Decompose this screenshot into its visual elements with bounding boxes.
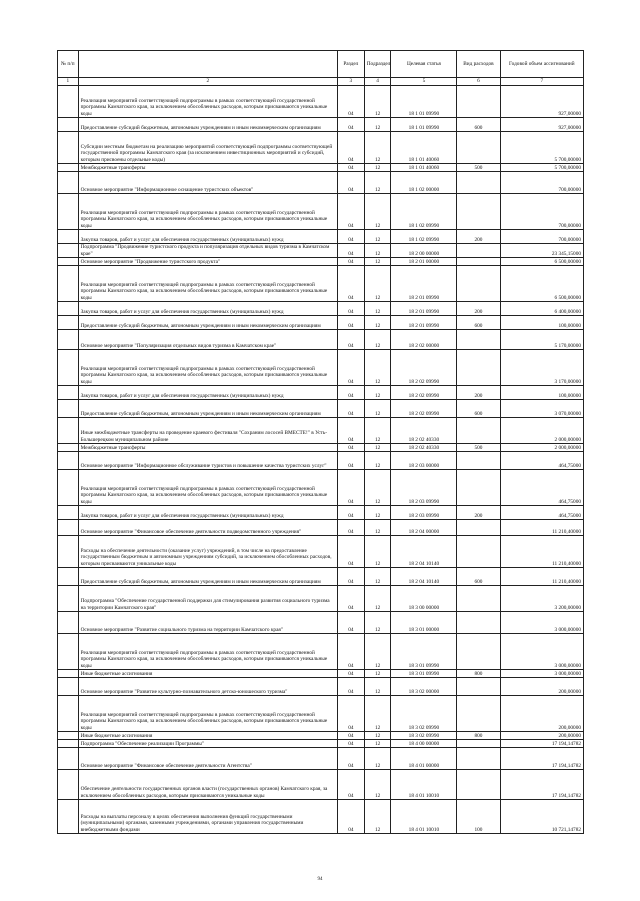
cell-subsection: 12 [364,194,391,230]
cell-amount: 5 700,00000 [500,132,583,164]
cell-target-article: 18 2 04 10140 [391,568,457,586]
table-row [58,506,584,520]
cell-target-article: 18 2 04 10140 [391,536,457,568]
column-number: 3 [337,78,364,86]
cell-target-article: 18 2 02 09990 [391,386,457,400]
cell-name: Основное мероприятие "Популяризация отдельных видов туризма в Камчатском крае" [78,330,337,350]
table-row [58,678,584,696]
cell-amount: 5 170,00000 [500,330,583,350]
cell-subsection: 12 [364,172,391,194]
cell-number [58,132,79,164]
cell-expense-type [457,132,500,164]
cell-number [58,634,79,670]
cell-subsection: 12 [364,740,391,748]
cell-number [58,696,79,732]
cell-subsection: 12 [364,696,391,732]
cell-target-article: 18 3 01 09990 [391,670,457,678]
table-row [58,800,584,834]
cell-section: 04 [337,800,364,834]
cell-expense-type: 100 [457,800,500,834]
table-row [58,350,584,386]
cell-section: 04 [337,520,364,536]
cell-subsection: 12 [364,748,391,770]
cell-subsection: 12 [364,770,391,800]
table-row [58,612,584,634]
cell-target-article: 18 4 01 10010 [391,800,457,834]
cell-expense-type [457,244,500,258]
cell-section: 04 [337,330,364,350]
cell-number [58,302,79,316]
cell-name: Межбюджетные трансферты [78,164,337,172]
cell-section: 04 [337,400,364,418]
cell-name: Межбюджетные трансферты [78,444,337,452]
cell-amount: 700,00000 [500,230,583,244]
cell-section: 04 [337,316,364,330]
cell-target-article: 18 2 03 09990 [391,506,457,520]
cell-subsection: 12 [364,86,391,118]
cell-target-article: 18 1 01 40060 [391,164,457,172]
cell-expense-type: 200 [457,230,500,244]
cell-amount: 200,00000 [500,678,583,696]
cell-expense-type [457,172,500,194]
table-row [58,132,584,164]
cell-section: 04 [337,586,364,612]
cell-section: 04 [337,568,364,586]
cell-subsection: 12 [364,244,391,258]
cell-name: Основное мероприятие "Развитие культурно-познавательного детско-юношеского туризма" [78,678,337,696]
cell-expense-type [457,696,500,732]
cell-subsection: 12 [364,118,391,132]
cell-name: Закупка товаров, работ и услуг для обеспечения государственных (муниципальных) нужд [78,230,337,244]
cell-subsection: 12 [364,536,391,568]
cell-name: Подпрограмма "Обеспечение реализации Программы" [78,740,337,748]
cell-target-article: 18 1 02 00000 [391,172,457,194]
table-row [58,400,584,418]
cell-expense-type: 500 [457,444,500,452]
cell-number [58,740,79,748]
cell-section: 04 [337,194,364,230]
cell-section: 04 [337,506,364,520]
cell-amount: 3 000,00000 [500,634,583,670]
cell-subsection: 12 [364,568,391,586]
cell-expense-type [457,418,500,444]
cell-target-article: 18 2 01 09990 [391,302,457,316]
table-row [58,748,584,770]
cell-target-article: 18 3 02 09990 [391,732,457,740]
cell-name: Подпрограмма "Продвижение туристского продукта и популяризация отдельных видов туризма в Камчатском крае" [78,244,337,258]
table-row [58,670,584,678]
cell-section: 04 [337,452,364,470]
cell-expense-type: 200 [457,386,500,400]
cell-number [58,444,79,452]
cell-expense-type [457,194,500,230]
cell-section: 04 [337,164,364,172]
cell-target-article: 18 1 02 09990 [391,230,457,244]
cell-section: 04 [337,748,364,770]
table-row [58,244,584,258]
cell-section: 04 [337,418,364,444]
cell-subsection: 12 [364,612,391,634]
cell-amount: 100,00000 [500,386,583,400]
cell-number [58,118,79,132]
cell-subsection: 12 [364,678,391,696]
cell-number [58,452,79,470]
cell-amount: 2 000,00000 [500,444,583,452]
cell-expense-type [457,330,500,350]
cell-amount: 3 170,00000 [500,350,583,386]
cell-name: Основное мероприятие "Финансовое обеспечение деятельности подведомственного учреждения" [78,520,337,536]
cell-subsection: 12 [364,586,391,612]
cell-amount: 927,00000 [500,118,583,132]
cell-subsection: 12 [364,444,391,452]
column-number: 1 [58,78,79,86]
cell-expense-type [457,740,500,748]
cell-amount: 23 345,15000 [500,244,583,258]
cell-amount: 700,00000 [500,172,583,194]
cell-name: Закупка товаров, работ и услуг для обеспечения государственных (муниципальных) нужд [78,302,337,316]
cell-name: Иные бюджетные ассигнования [78,670,337,678]
cell-section: 04 [337,266,364,302]
cell-expense-type [457,350,500,386]
table-row [58,740,584,748]
cell-amount: 3 000,00000 [500,670,583,678]
table-row [58,770,584,800]
cell-amount: 11 210,40000 [500,568,583,586]
cell-number [58,316,79,330]
cell-number [58,330,79,350]
cell-target-article: 18 2 02 09990 [391,350,457,386]
cell-subsection: 12 [364,258,391,266]
cell-subsection: 12 [364,330,391,350]
cell-name: Расходы на выплаты персоналу в целях обеспечения выполнения функций государственными (муниципальными) органами, казенными учреждениями, органами управления государственными внебюджетными фондами [78,800,337,834]
cell-name: Основное мероприятие "Информационное обслуживание туристов и повышение качества туристских услуг" [78,452,337,470]
table-row [58,230,584,244]
table-row [58,732,584,740]
cell-name: Основное мероприятие "Продвижение туристского продукта" [78,258,337,266]
cell-expense-type [457,258,500,266]
cell-target-article: 18 2 03 09990 [391,470,457,506]
cell-amount: 6 500,00000 [500,258,583,266]
cell-number [58,266,79,302]
cell-number [58,770,79,800]
header-name [78,51,337,78]
cell-name: Предоставление субсидий бюджетным, автономным учреждениям и иным некоммерческим организациям [78,118,337,132]
column-number-row [58,78,584,86]
cell-number [58,230,79,244]
cell-number [58,470,79,506]
cell-subsection: 12 [364,470,391,506]
cell-number [58,748,79,770]
page-number: 94 [317,877,323,882]
table-row [58,172,584,194]
header-target-article: Целевая статья [391,51,457,78]
cell-amount: 700,00000 [500,194,583,230]
cell-number [58,350,79,386]
table-row [58,118,584,132]
cell-name: Реализация мероприятий соответствующей подпрограммы в рамках соответствующей государственной программы Камчатского края, за исключением обособленных расходов, которым присваиваются уникальные коды [78,634,337,670]
cell-number [58,568,79,586]
cell-expense-type [457,748,500,770]
cell-expense-type: 600 [457,568,500,586]
table-row [58,634,584,670]
cell-subsection: 12 [364,418,391,444]
cell-name: Расходы на обеспечение деятельности (оказание услуг) учреждений, в том числе на предоставление государственным бюджетным и автономным учреждениям субсидий, за исключением обособленных расходов, которым присваиваются уникальные коды [78,536,337,568]
cell-expense-type [457,634,500,670]
cell-name: Реализация мероприятий соответствующей подпрограммы в рамках соответствующей государственной программы Камчатского края, за исключением обособленных расходов, которым присваиваются уникальные коды [78,470,337,506]
cell-amount: 17 194,14782 [500,770,583,800]
cell-amount: 3 000,00000 [500,612,583,634]
cell-amount: 464,75000 [500,452,583,470]
cell-section: 04 [337,244,364,258]
cell-number [58,86,79,118]
cell-target-article: 18 3 01 00000 [391,612,457,634]
table-row [58,568,584,586]
cell-amount: 5 700,00000 [500,164,583,172]
cell-section: 04 [337,86,364,118]
cell-expense-type: 200 [457,302,500,316]
cell-target-article: 18 3 02 09990 [391,696,457,732]
header-section: Раздел [337,51,364,78]
cell-section: 04 [337,230,364,244]
cell-section: 04 [337,258,364,266]
cell-subsection: 12 [364,634,391,670]
table-row [58,696,584,732]
table-row [58,316,584,330]
cell-subsection: 12 [364,800,391,834]
cell-expense-type [457,452,500,470]
cell-section: 04 [337,696,364,732]
column-number: 6 [457,78,500,86]
cell-target-article: 18 3 01 09990 [391,634,457,670]
cell-amount: 200,00000 [500,732,583,740]
table-row [58,302,584,316]
cell-expense-type: 500 [457,164,500,172]
cell-target-article: 18 1 01 09990 [391,118,457,132]
cell-target-article: 18 4 01 00000 [391,748,457,770]
cell-subsection: 12 [364,506,391,520]
header-number: № п/п [58,51,79,78]
cell-number [58,418,79,444]
cell-number [58,172,79,194]
cell-section: 04 [337,118,364,132]
cell-target-article: 18 2 02 40330 [391,444,457,452]
cell-amount: 464,75000 [500,470,583,506]
cell-expense-type [457,536,500,568]
cell-number [58,732,79,740]
cell-section: 04 [337,302,364,316]
cell-number [58,520,79,536]
cell-name: Предоставление субсидий бюджетным, автономным учреждениям и иным некоммерческим организациям [78,316,337,330]
column-number: 5 [391,78,457,86]
cell-expense-type [457,266,500,302]
table-body [58,86,584,834]
cell-name: Подпрограмма "Обеспечение государственной поддержки для стимулирования развития социального туризма на территории Камчатского края" [78,586,337,612]
cell-section: 04 [337,172,364,194]
cell-expense-type: 200 [457,506,500,520]
table-row [58,586,584,612]
cell-expense-type [457,520,500,536]
table-row [58,418,584,444]
cell-amount: 17 194,14782 [500,748,583,770]
cell-expense-type [457,470,500,506]
cell-section: 04 [337,386,364,400]
table-row [58,444,584,452]
cell-subsection: 12 [364,302,391,316]
cell-amount: 3 070,00000 [500,400,583,418]
cell-amount: 11 210,40000 [500,520,583,536]
table-row [58,86,584,118]
table-row [58,386,584,400]
cell-expense-type: 600 [457,316,500,330]
cell-amount: 2 000,00000 [500,418,583,444]
table-row [58,536,584,568]
cell-name: Реализация мероприятий соответствующей подпрограммы в рамках соответствующей государственной программы Камчатского края, за исключением обособленных расходов, которым присваиваются уникальные коды [78,86,337,118]
cell-section: 04 [337,678,364,696]
cell-name: Основное мероприятие "Информационное оснащение туристских объектов" [78,172,337,194]
header-expense-type: Вид расходов [457,51,500,78]
cell-subsection: 12 [364,400,391,418]
cell-number [58,386,79,400]
cell-expense-type [457,770,500,800]
cell-target-article: 18 2 04 00000 [391,520,457,536]
cell-target-article: 18 2 00 00000 [391,244,457,258]
cell-target-article: 18 1 01 40060 [391,132,457,164]
cell-target-article: 18 2 01 09990 [391,266,457,302]
cell-target-article: 18 2 02 09990 [391,400,457,418]
cell-amount: 927,00000 [500,86,583,118]
table-row [58,330,584,350]
cell-section: 04 [337,132,364,164]
cell-subsection: 12 [364,266,391,302]
table-header-row [58,51,584,78]
cell-subsection: 12 [364,520,391,536]
cell-expense-type: 800 [457,670,500,678]
cell-target-article: 18 2 01 09990 [391,316,457,330]
cell-expense-type: 800 [457,732,500,740]
cell-subsection: 12 [364,452,391,470]
cell-number [58,194,79,230]
cell-name: Реализация мероприятий соответствующей подпрограммы в рамках соответствующей государственной программы Камчатского края, за исключением обособленных расходов, которым присваиваются уникальные коды [78,194,337,230]
cell-name: Иные бюджетные ассигнования [78,732,337,740]
cell-amount: 6 400,00000 [500,302,583,316]
cell-expense-type [457,586,500,612]
cell-target-article: 18 2 02 40330 [391,418,457,444]
cell-number [58,800,79,834]
cell-number [58,678,79,696]
cell-subsection: 12 [364,670,391,678]
cell-section: 04 [337,670,364,678]
column-number: 2 [78,78,337,86]
cell-amount: 3 200,00000 [500,586,583,612]
cell-subsection: 12 [364,732,391,740]
cell-number [58,400,79,418]
cell-number [58,586,79,612]
cell-target-article: 18 2 02 00000 [391,330,457,350]
cell-target-article: 18 2 03 00000 [391,452,457,470]
cell-section: 04 [337,770,364,800]
cell-name: Реализация мероприятий соответствующей подпрограммы в рамках соответствующей государственной программы Камчатского края, за исключением обособленных расходов, которым присваиваются уникальные коды [78,696,337,732]
cell-section: 04 [337,612,364,634]
table-row [58,164,584,172]
header-subsection: Подраздел [364,51,391,78]
cell-name: Предоставление субсидий бюджетным, автономным учреждениям и иным некоммерческим организациям [78,400,337,418]
cell-number [58,670,79,678]
budget-table [57,50,584,834]
cell-amount: 17 194,14782 [500,740,583,748]
cell-name: Иные межбюджетные трансферты на проведение краевого фестиваля "Сохраним лососей ВМЕСТЕ!" в Усть-Большерецком муниципальном районе [78,418,337,444]
cell-expense-type [457,86,500,118]
column-number: 7 [500,78,583,86]
cell-name: Обеспечение деятельности государственных органов власти (государственных органов) Камчатского края, за исключением обособленных расходов, которым присваиваются уникальные коды [78,770,337,800]
cell-expense-type: 600 [457,400,500,418]
cell-section: 04 [337,444,364,452]
cell-amount: 6 500,00000 [500,266,583,302]
cell-name: Основное мероприятие "Развитие социального туризма на территории Камчатского края" [78,612,337,634]
table-row [58,258,584,266]
cell-name: Основное мероприятие "Финансовое обеспечение деятельности Агентства" [78,748,337,770]
cell-name: Реализация мероприятий соответствующей подпрограммы в рамках соответствующей государственной программы Камчатского края, за исключением обособленных расходов, которым присваиваются уникальные коды [78,350,337,386]
cell-target-article: 18 1 01 09990 [391,86,457,118]
cell-expense-type: 600 [457,118,500,132]
cell-section: 04 [337,350,364,386]
cell-amount: 11 210,40000 [500,536,583,568]
table-row [58,266,584,302]
cell-section: 04 [337,470,364,506]
cell-section: 04 [337,634,364,670]
cell-expense-type [457,678,500,696]
cell-amount: 464,75000 [500,506,583,520]
cell-subsection: 12 [364,316,391,330]
cell-amount: 100,00000 [500,316,583,330]
cell-subsection: 12 [364,350,391,386]
cell-number [58,536,79,568]
cell-name: Предоставление субсидий бюджетным, автономным учреждениям и иным некоммерческим организациям [78,568,337,586]
cell-name: Закупка товаров, работ и услуг для обеспечения государственных (муниципальных) нужд [78,386,337,400]
cell-target-article: 18 3 02 00000 [391,678,457,696]
cell-subsection: 12 [364,132,391,164]
cell-amount: 200,00000 [500,696,583,732]
table-row [58,452,584,470]
cell-number [58,164,79,172]
cell-subsection: 12 [364,386,391,400]
cell-target-article: 18 1 02 09990 [391,194,457,230]
cell-expense-type [457,612,500,634]
cell-number [58,244,79,258]
cell-name: Субсидии местным бюджетам на реализацию мероприятий соответствующей подпрограммы соответствующей государственной программы Камчатского края (за исключением инвестиционных мероприятий и субсидий, которым присвоены отдельные коды) [78,132,337,164]
cell-target-article: 18 2 01 00000 [391,258,457,266]
column-number: 4 [364,78,391,86]
cell-section: 04 [337,536,364,568]
cell-section: 04 [337,740,364,748]
cell-name: Реализация мероприятий соответствующей подпрограммы в рамках соответствующей государственной программы Камчатского края, за исключением обособленных расходов, которым присваиваются уникальные коды [78,266,337,302]
cell-subsection: 12 [364,164,391,172]
cell-number [58,258,79,266]
cell-target-article: 18 4 01 10010 [391,770,457,800]
table-row [58,520,584,536]
cell-name: Закупка товаров, работ и услуг для обеспечения государственных (муниципальных) нужд [78,506,337,520]
cell-number [58,506,79,520]
cell-target-article: 18 4 00 00000 [391,740,457,748]
table-row [58,194,584,230]
cell-section: 04 [337,732,364,740]
header-annual-amount: Годовой объем ассигнований [500,51,583,78]
cell-amount: 10 721,14782 [500,800,583,834]
table-row [58,470,584,506]
cell-number [58,612,79,634]
cell-target-article: 18 3 00 00000 [391,586,457,612]
cell-subsection: 12 [364,230,391,244]
